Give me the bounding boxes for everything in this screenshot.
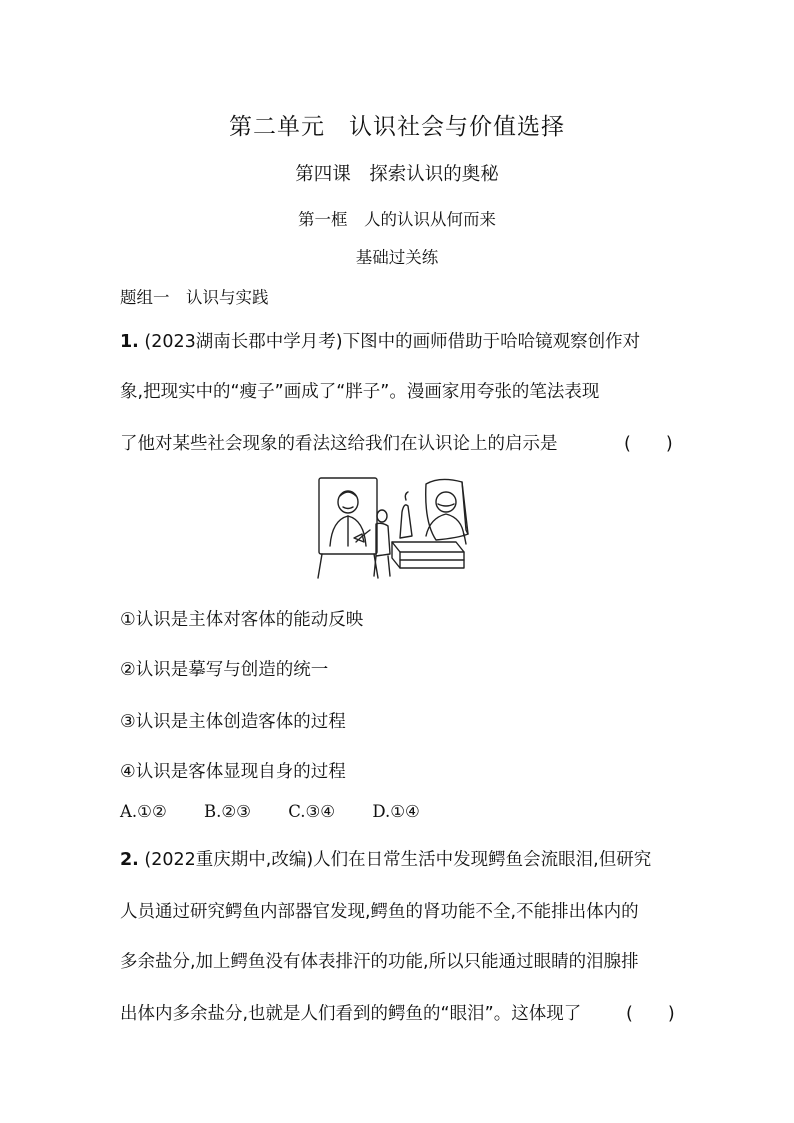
painter-mirror-illustration [316, 472, 474, 580]
question-2-line-4: 出体内多余盐分,也就是人们看到的鳄鱼的“眼泪”。这体现了 [120, 1004, 582, 1024]
question-2-number: 2. [120, 850, 139, 870]
option-b[interactable]: B.②③ [204, 802, 251, 821]
question-1-number: 1. [120, 332, 139, 352]
option-c[interactable]: C.③④ [288, 802, 336, 821]
lesson-title: 第四课 探索认识的奥秘 [295, 164, 499, 185]
question-1-line-3: 了他对某些社会现象的看法这给我们在认识论上的启示是 [120, 434, 558, 454]
question-2-line-3: 多余盐分,加上鳄鱼没有体表排汗的功能,所以只能通过眼睛的泪腺排 [120, 952, 639, 972]
question-2-line-2: 人员通过研究鳄鱼内部器官发现,鳄鱼的肾功能不全,不能排出体内的 [120, 902, 639, 922]
question-2-line-1 [120, 846, 651, 871]
question-1-line-1 [120, 328, 640, 353]
question-2-text-1: (2022重庆期中,改编)人们在日常生活中发现鳄鱼会流眼泪,但研究 [144, 850, 652, 870]
statement-4: ④认识是客体显现自身的过程 [120, 762, 346, 782]
option-a[interactable]: A.①② [120, 802, 167, 821]
statement-3: ③认识是主体创造客体的过程 [120, 712, 346, 732]
exercise-title: 基础过关练 [355, 248, 439, 267]
statement-1: ①认识是主体对客体的能动反映 [120, 610, 364, 630]
question-1-text-1: (2023湖南长郡中学月考)下图中的画师借助于哈哈镜观察创作对 [144, 332, 641, 352]
question-1-answer-blank[interactable]: ( ) [624, 434, 673, 454]
group-heading: 题组一 认识与实践 [120, 288, 269, 307]
option-d[interactable]: D.①④ [372, 802, 420, 821]
question-2-answer-blank[interactable]: ( ) [626, 1004, 675, 1024]
section-title: 第一框 人的认识从何而来 [298, 210, 496, 229]
question-1-line-2: 象,把现实中的“瘦子”画成了“胖子”。漫画家用夸张的笔法表现 [120, 382, 600, 402]
statement-2: ②认识是摹写与创造的统一 [120, 660, 329, 680]
unit-title: 第二单元 认识社会与价值选择 [229, 114, 565, 140]
answer-options [120, 802, 452, 821]
